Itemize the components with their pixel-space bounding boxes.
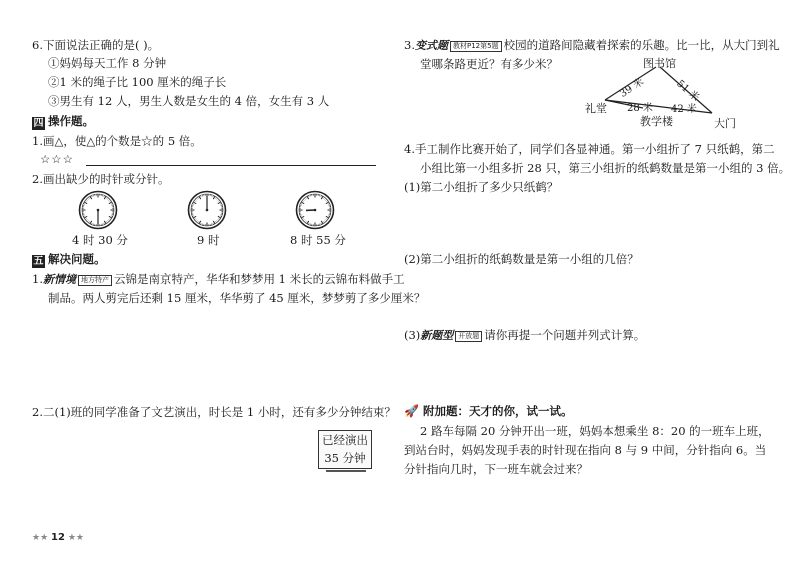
clock-2[interactable]: [187, 190, 227, 230]
q4-sub-2: (2)第二小组折的纸鹤数量是第一小组的几倍？: [404, 252, 639, 266]
section-5-title: 解决问题。: [48, 252, 106, 266]
bonus-line-3: 分针指向几时，下一班车就会过来？: [404, 462, 588, 476]
q4-sub-3-tag: 开放题: [455, 331, 482, 342]
section-5-heading: [32, 252, 106, 268]
section-4-number: 四: [33, 118, 44, 129]
q6-option-3: ③男生有 12 人，男生人数是女生的 4 倍，女生有 3 人: [48, 94, 330, 108]
sign-line-2: 35 分钟: [324, 451, 366, 465]
q3-text-1: 校园的道路间隐藏着探索的乐趣。比一比，从大门到礼: [503, 38, 780, 52]
section-5-number: 五: [33, 256, 44, 267]
teaching-building-label: 教学楼: [640, 115, 673, 128]
page-number-area: [32, 532, 84, 543]
gate-label: 大门: [714, 117, 736, 130]
new-label: 新情境: [42, 273, 76, 286]
clock-2-label: 9 时: [197, 233, 220, 247]
q6-option-2: ②1 米的绳子比 100 厘米的绳子长: [48, 75, 227, 89]
distance-28: 28 米: [627, 103, 653, 114]
q4-sub-3: [404, 328, 645, 343]
bonus-line-2: 到站台时，妈妈发现手表的时针现在指向 8 与 9 中间，分针指向 6。当: [404, 443, 767, 457]
q4-line-1: 4.手工制作比赛开始了，同学们各显神通。第一小组折了 7 只纸鹤，第二: [404, 142, 775, 156]
clock-3[interactable]: [295, 190, 335, 230]
q4-sub-1: (1)第二小组折了多少只纸鹤？: [404, 180, 559, 194]
bonus-title: 附加题：天才的你，试一试。: [422, 404, 573, 418]
q3-line-1: [404, 38, 780, 53]
section-4-title: 操作题。: [48, 114, 94, 128]
clock-3-label: 8 时 55 分: [290, 233, 346, 247]
op1-text: 1.画△，使△的个数是☆的 5 倍。: [32, 134, 202, 148]
q3-tag: 教材P12第5题: [450, 41, 502, 52]
section-4-heading: [32, 114, 94, 130]
distance-39: 39 米: [618, 76, 646, 100]
q3-number: 3.: [404, 38, 415, 52]
q6-title: 6.下面说法正确的是( )。: [32, 38, 160, 52]
q6-option-1: ①妈妈每天工作 8 分钟: [48, 56, 167, 70]
distance-42: 42 米: [671, 104, 697, 115]
library-label: 图书馆: [643, 57, 676, 70]
p1-line-2: 制品。两人剪完后还剩 15 厘米，华华剪了 45 厘米，梦梦剪了多少厘米？: [48, 291, 426, 305]
p1-line-1: [32, 272, 405, 287]
q4-sub-3-prefix: (3): [404, 328, 421, 342]
sign-base: [326, 470, 366, 472]
p1-tag: 地方特产: [78, 275, 112, 286]
sign-line-1: 已经演出: [322, 433, 368, 447]
op1-draw-line: [86, 165, 376, 166]
clock-1-label: 4 时 30 分: [72, 233, 128, 247]
distance-51: 51 米: [674, 78, 702, 104]
variant-label: 变式题: [414, 39, 448, 52]
performance-sign: [318, 430, 372, 469]
p1-text-1: 云锦是南京特产，华华和梦梦用 1 米长的云锦布料做手工: [113, 272, 405, 286]
q4-sub-3-text: 请你再提一个问题并列式计算。: [484, 328, 646, 342]
clock-1[interactable]: [78, 190, 118, 230]
page-number: 12: [51, 532, 65, 543]
star-icon: ★★: [32, 533, 49, 543]
bonus-heading: [404, 404, 572, 419]
new-type-label: 新题型: [420, 329, 454, 342]
hall-label: 礼堂: [585, 102, 607, 115]
campus-diagram: [580, 54, 780, 134]
bonus-line-1: 2 路车每隔 20 分钟开出一班，妈妈本想乘坐 8：20 的一班车上班，: [420, 424, 770, 438]
q4-line-2: 小组比第一小组多折 28 只，第三小组折的纸鹤数量是第一小组的 3 倍。: [420, 161, 791, 175]
q3-line-2: 堂哪条路更近？有多少米？: [420, 57, 558, 71]
p2-text: 2.二(1)班的同学准备了文艺演出，时长是 1 小时，还有多少分钟结束？: [32, 405, 396, 419]
op2-text: 2.画出缺少的时针或分针。: [32, 172, 170, 186]
rocket-icon: 🚀: [404, 404, 419, 418]
p1-number: 1.: [32, 272, 43, 286]
op1-stars: ☆☆☆: [40, 152, 74, 166]
star-icon: ★★: [67, 533, 84, 543]
